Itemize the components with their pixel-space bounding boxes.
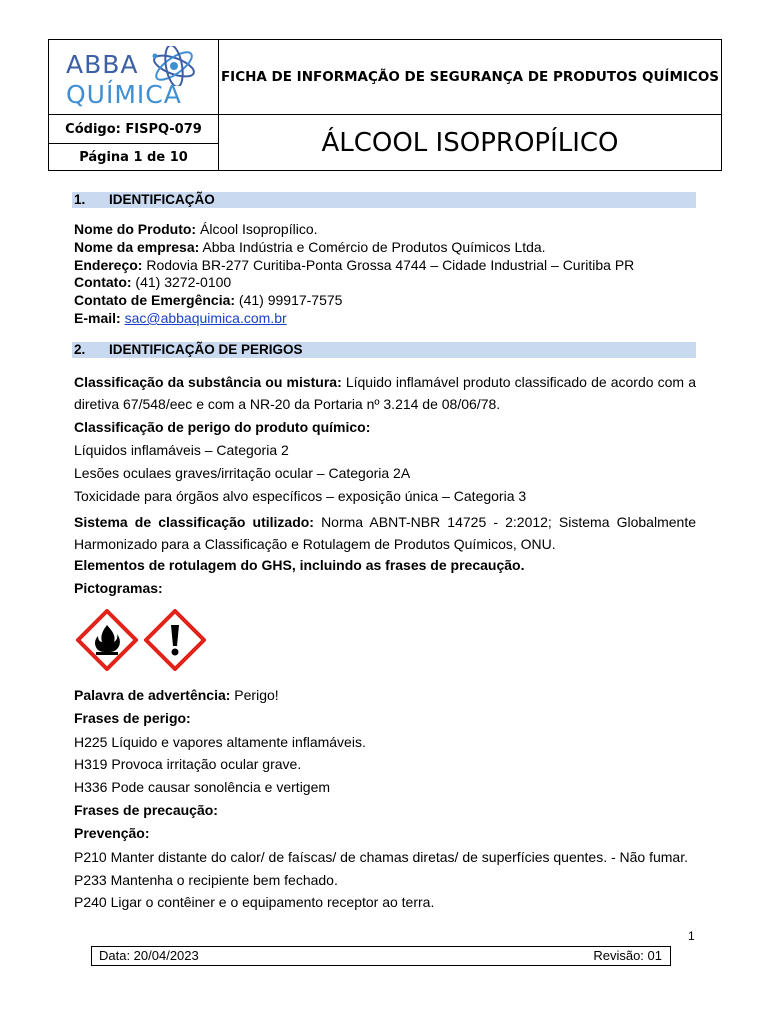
hazard-h319: H319 Provoca irritação ocular grave. [74, 756, 302, 772]
company-line [74, 238, 546, 256]
precaution-p240: P240 Ligar o contêiner e o equipamento receptor ao terra. [74, 894, 435, 910]
page-indicator: Página 1 de 10 [49, 144, 219, 170]
document-title: FICHA DE INFORMAÇÃO DE SEGURANÇA DE PRODUTOS QUÍMICOS [219, 40, 721, 115]
classification-label: Classificação da substância ou mistura: [74, 374, 342, 390]
section-title: IDENTIFICAÇÃO DE PERIGOS [109, 342, 303, 357]
contact-value: (41) 3272-0100 [131, 274, 232, 290]
footer-date: Data: 20/04/2023 [99, 948, 199, 963]
email-label: E-mail: [74, 310, 121, 326]
section-number: 2. [74, 342, 86, 357]
address-value: Rodovia BR-277 Curitiba-Ponta Grossa 4744 – Cidade Industrial – Curitiba PR [142, 257, 635, 273]
company-label: Nome da empresa: [74, 239, 200, 255]
classification-value: Líquido inflamável produto classificado de acordo com a diretiva 67/548/eec e com a NR-20 da Portaria nº 3.214 de 08/06/78. [74, 374, 696, 412]
prevention-label: Prevenção: [74, 825, 150, 841]
precaution-statements-label: Frases de precaução: [74, 802, 218, 818]
emergency-line [74, 291, 342, 309]
address-label: Endereço: [74, 257, 143, 273]
contact-label: Contato: [74, 274, 132, 290]
signal-word-label: Palavra de advertência: [74, 687, 231, 703]
document-code: Código: FISPQ-079 [49, 115, 219, 144]
emergency-label: Contato de Emergência: [74, 292, 236, 308]
hazard-h336: H336 Pode causar sonolência e vertigem [74, 779, 331, 795]
exclamation-pictogram-icon [144, 609, 206, 671]
address-line [74, 256, 634, 274]
logo-text-quimica: QUÍMICA [66, 80, 182, 109]
contact-line [74, 273, 231, 291]
page-number: 1 [688, 929, 695, 943]
precaution-p210: P210 Manter distante do calor/ de faíscas/ de chamas diretas/ de superfícies quentes. - Não fumar. [74, 849, 688, 865]
precaution-p233: P233 Mantenha o recipiente bem fechado. [74, 872, 338, 888]
email-link[interactable]: sac@abbaquimica.com.br [124, 310, 287, 326]
logo [49, 40, 219, 115]
category-eye: Lesões oculaes graves/irritação ocular – Categoria 2A [74, 465, 411, 481]
system-value: Norma ABNT-NBR 14725 - 2:2012; Sistema Globalmente Harmonizado para a Classificação e Rotulagem de Produtos Químicos, ONU. [74, 514, 696, 552]
system-label: Sistema de classificação utilizado: [74, 514, 314, 530]
document-header [48, 39, 722, 171]
signal-word-value: Perigo! [230, 687, 279, 703]
emergency-value: (41) 99917-7575 [235, 292, 343, 308]
footer-revision: Revisão: 01 [593, 948, 662, 963]
hazard-h225: H225 Líquido e vapores altamente inflamáveis. [74, 734, 366, 750]
category-toxicity: Toxicidade para órgãos alvo específicos – exposição única – Categoria 3 [74, 488, 527, 504]
company-value: Abba Indústria e Comércio de Produtos Químicos Ltda. [199, 239, 546, 255]
document-footer [91, 946, 671, 966]
system-paragraph [74, 511, 696, 555]
product-title: ÁLCOOL ISOPROPÍLICO [321, 127, 619, 158]
logo-text-abba: ABBA [66, 50, 139, 79]
pictograms-label: Pictogramas: [74, 580, 163, 596]
section-title: IDENTIFICAÇÃO [109, 192, 215, 207]
product-name-line [74, 220, 318, 238]
product-name-label: Nome do Produto: [74, 221, 197, 237]
ghs-elements-label: Elementos de rotulagem do GHS, incluindo as frases de precaução. [74, 557, 525, 573]
product-name-value: Álcool Isopropílico. [196, 221, 318, 237]
section-number: 1. [74, 192, 86, 207]
section-heading-identification [72, 192, 696, 208]
danger-class-label: Classificação de perigo do produto químico: [74, 419, 371, 435]
hazard-statements-label: Frases de perigo: [74, 710, 191, 726]
email-line [74, 309, 287, 327]
flame-pictogram-icon [76, 609, 138, 671]
classification-paragraph [74, 371, 696, 415]
category-flammable: Líquidos inflamáveis – Categoria 2 [74, 442, 289, 458]
signal-word-line [74, 686, 279, 704]
section-heading-hazards [72, 342, 696, 358]
